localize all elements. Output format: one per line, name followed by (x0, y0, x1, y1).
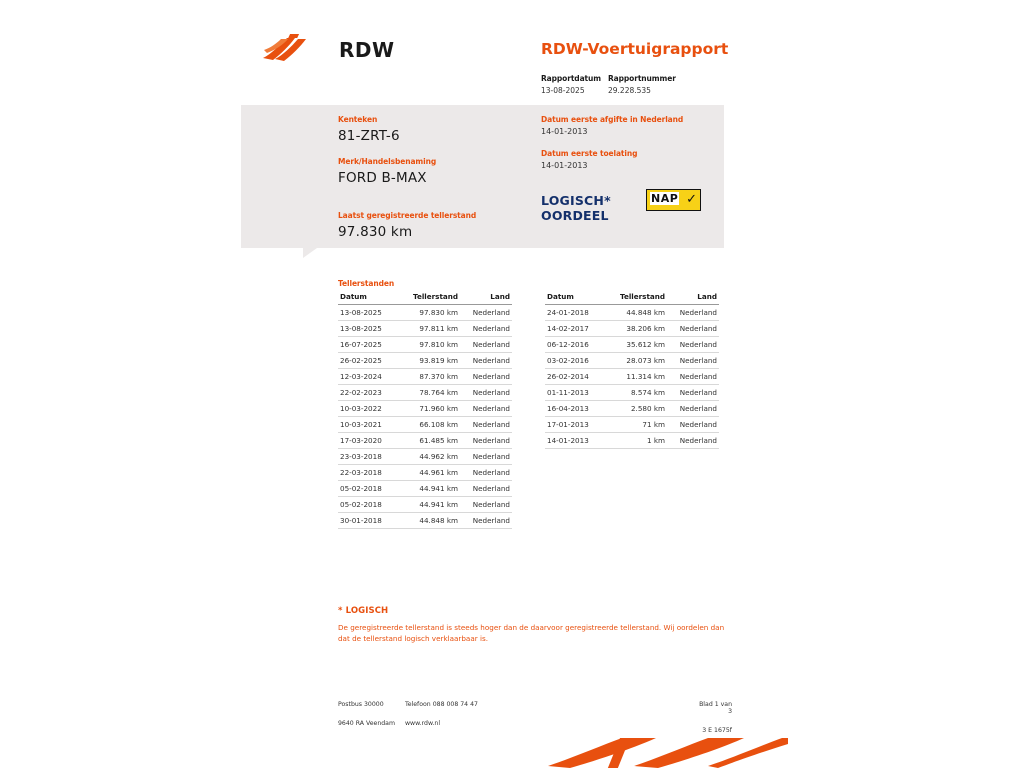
cell-land: Nederland (667, 337, 719, 353)
report-title: RDW-Voertuigrapport (541, 40, 729, 58)
cell-datum: 22-03-2018 (338, 465, 400, 481)
cell-tellerstand: 2.580 km (607, 401, 667, 417)
report-date-label: Rapportdatum (541, 74, 601, 83)
cell-tellerstand: 44.961 km (400, 465, 460, 481)
table-row (338, 305, 512, 321)
cell-datum: 24-01-2018 (545, 305, 607, 321)
report-date-value: 13-08-2025 (541, 86, 585, 95)
table-row (545, 337, 719, 353)
merk-label: Merk/Handelsbenaming (338, 157, 437, 166)
report-meta (541, 74, 741, 95)
cell-datum: 22-02-2023 (338, 385, 400, 401)
col-header-datum: Datum (545, 291, 607, 305)
cell-tellerstand: 87.370 km (400, 369, 460, 385)
cell-datum: 05-02-2018 (338, 481, 400, 497)
cell-tellerstand: 11.314 km (607, 369, 667, 385)
cell-tellerstand: 97.810 km (400, 337, 460, 353)
cell-datum: 14-02-2017 (545, 321, 607, 337)
table-row (545, 433, 719, 449)
cell-land: Nederland (460, 353, 512, 369)
table-row (545, 369, 719, 385)
kenteken-value: 81-ZRT-6 (338, 128, 400, 144)
footer-website-link[interactable]: www.rdw.nl (405, 720, 441, 727)
table-row (338, 433, 512, 449)
laatste-tellerstand-label: Laatst geregistreerde tellerstand (338, 211, 477, 220)
brand-name: RDW (339, 38, 395, 62)
table-row (338, 449, 512, 465)
rdw-logo-icon (261, 32, 321, 66)
cell-datum: 16-07-2025 (338, 337, 400, 353)
cell-tellerstand: 66.108 km (400, 417, 460, 433)
nap-label: NAP (651, 192, 679, 205)
table-row (545, 417, 719, 433)
cell-tellerstand: 1 km (607, 433, 667, 449)
eerste-afgifte-label: Datum eerste afgifte in Nederland (541, 115, 684, 124)
cell-tellerstand: 44.941 km (400, 481, 460, 497)
footer-form-code: 3 E 1675f (702, 727, 732, 734)
cell-land: Nederland (460, 385, 512, 401)
meter-table-left (338, 291, 512, 529)
table-row (338, 353, 512, 369)
table-row (338, 417, 512, 433)
cell-datum: 17-03-2020 (338, 433, 400, 449)
meter-table-right (545, 291, 719, 449)
report-number-block (608, 74, 676, 95)
meter-section-title: Tellerstanden (338, 279, 395, 288)
cell-tellerstand: 71 km (607, 417, 667, 433)
cell-land: Nederland (460, 497, 512, 513)
panel-notch (303, 248, 317, 258)
laatste-tellerstand-value: 97.830 km (338, 224, 413, 240)
cell-datum: 14-01-2013 (545, 433, 607, 449)
col-header-land: Land (460, 291, 512, 305)
cell-tellerstand: 44.848 km (607, 305, 667, 321)
table-header-row (545, 291, 719, 305)
table-row (338, 369, 512, 385)
table-row (545, 321, 719, 337)
table-row (545, 353, 719, 369)
table-row (545, 385, 719, 401)
cell-tellerstand: 71.960 km (400, 401, 460, 417)
cell-land: Nederland (460, 433, 512, 449)
cell-datum: 23-03-2018 (338, 449, 400, 465)
footer-address-line-2: 9640 RA Veendam (338, 720, 395, 727)
footnote-title: * LOGISCH (338, 606, 389, 616)
cell-land: Nederland (667, 417, 719, 433)
cell-land: Nederland (667, 385, 719, 401)
cell-land: Nederland (460, 321, 512, 337)
eerste-toelating-group (541, 149, 721, 170)
cell-tellerstand: 38.206 km (607, 321, 667, 337)
cell-tellerstand: 44.848 km (400, 513, 460, 529)
cell-land: Nederland (460, 337, 512, 353)
footer-page-info (696, 701, 732, 734)
cell-tellerstand: 44.962 km (400, 449, 460, 465)
cell-tellerstand: 44.941 km (400, 497, 460, 513)
table-row (338, 513, 512, 529)
cell-datum: 17-01-2013 (545, 417, 607, 433)
cell-datum: 10-03-2021 (338, 417, 400, 433)
report-date-block (541, 74, 608, 95)
cell-land: Nederland (460, 369, 512, 385)
cell-datum: 06-12-2016 (545, 337, 607, 353)
merk-group (338, 157, 528, 186)
cell-land: Nederland (460, 449, 512, 465)
table-row (338, 337, 512, 353)
report-number-label: Rapportnummer (608, 74, 676, 83)
table-row (338, 481, 512, 497)
rdw-watermark-icon (548, 738, 788, 768)
cell-land: Nederland (460, 401, 512, 417)
cell-datum: 10-03-2022 (338, 401, 400, 417)
cell-land: Nederland (667, 401, 719, 417)
nap-badge (646, 189, 701, 211)
footnote-body: De geregistreerde tellerstand is steeds hoger dan de daarvoor geregistreerde tellerstand. Wij oordelen dan dat de tellerstand logisch verklaarbaar is. (338, 623, 725, 643)
table-row (338, 385, 512, 401)
cell-tellerstand: 28.073 km (607, 353, 667, 369)
cell-tellerstand: 8.574 km (607, 385, 667, 401)
cell-land: Nederland (460, 465, 512, 481)
table-header-row (338, 291, 512, 305)
eerste-afgifte-value: 14-01-2013 (541, 127, 588, 136)
laatste-tellerstand-group (338, 211, 528, 240)
cell-land: Nederland (460, 417, 512, 433)
cell-tellerstand: 78.764 km (400, 385, 460, 401)
col-header-tellerstand: Tellerstand (607, 291, 667, 305)
table-row (338, 497, 512, 513)
footer-phone: Telefoon 088 008 74 47 (405, 701, 478, 708)
document-header (241, 16, 729, 95)
col-header-land: Land (667, 291, 719, 305)
vehicle-summary-panel (241, 105, 724, 248)
cell-datum: 03-02-2016 (545, 353, 607, 369)
cell-datum: 12-03-2024 (338, 369, 400, 385)
kenteken-label: Kenteken (338, 115, 378, 124)
col-header-datum: Datum (338, 291, 400, 305)
table-row (338, 321, 512, 337)
cell-datum: 16-04-2013 (545, 401, 607, 417)
verdict-text (541, 193, 611, 223)
table-row (338, 465, 512, 481)
verdict-line-2: OORDEEL (541, 208, 609, 223)
cell-tellerstand: 97.811 km (400, 321, 460, 337)
check-icon: ✓ (686, 192, 697, 207)
footer-contact (405, 701, 478, 727)
eerste-toelating-label: Datum eerste toelating (541, 149, 638, 158)
cell-land: Nederland (667, 353, 719, 369)
cell-tellerstand: 93.819 km (400, 353, 460, 369)
cell-datum: 13-08-2025 (338, 321, 400, 337)
footer-page-number: Blad 1 van 3 (699, 701, 732, 715)
table-row (545, 305, 719, 321)
cell-tellerstand: 97.830 km (400, 305, 460, 321)
cell-land: Nederland (460, 305, 512, 321)
cell-tellerstand: 61.485 km (400, 433, 460, 449)
cell-datum: 26-02-2014 (545, 369, 607, 385)
vehicle-left-column (338, 115, 528, 240)
footer-address-line-1: Postbus 30000 (338, 701, 384, 708)
cell-datum: 30-01-2018 (338, 513, 400, 529)
table-row (545, 401, 719, 417)
eerste-toelating-value: 14-01-2013 (541, 161, 588, 170)
footer-address (338, 701, 395, 727)
cell-land: Nederland (667, 433, 719, 449)
cell-datum: 05-02-2018 (338, 497, 400, 513)
cell-land: Nederland (460, 513, 512, 529)
cell-land: Nederland (667, 305, 719, 321)
cell-land: Nederland (667, 321, 719, 337)
vehicle-right-column (541, 115, 721, 170)
cell-datum: 01-11-2013 (545, 385, 607, 401)
merk-value: FORD B-MAX (338, 170, 427, 186)
cell-land: Nederland (460, 481, 512, 497)
verdict-line-1: LOGISCH* (541, 193, 611, 208)
cell-datum: 13-08-2025 (338, 305, 400, 321)
cell-land: Nederland (667, 369, 719, 385)
cell-datum: 26-02-2025 (338, 353, 400, 369)
cell-tellerstand: 35.612 km (607, 337, 667, 353)
report-number-value: 29.228.535 (608, 86, 651, 95)
col-header-tellerstand: Tellerstand (400, 291, 460, 305)
table-row (338, 401, 512, 417)
